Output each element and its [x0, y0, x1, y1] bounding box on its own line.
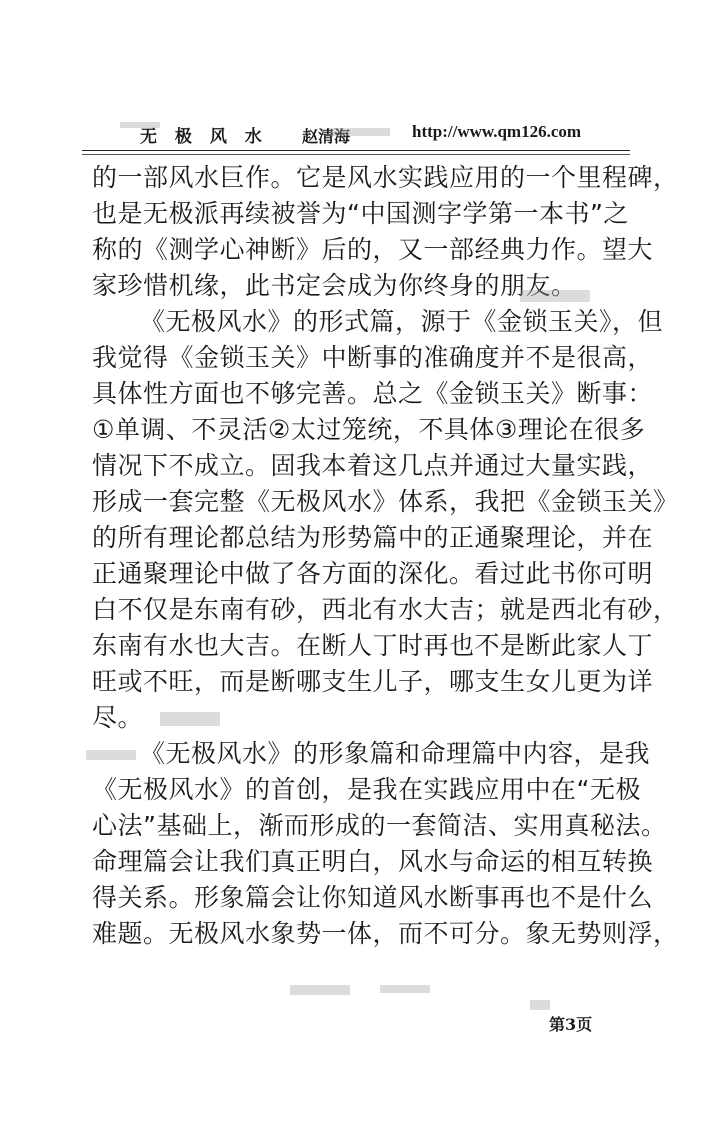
- scan-noise: [530, 1000, 550, 1010]
- text-line: 《无极风水》的首创，是我在实践应用中在“无极: [92, 775, 641, 804]
- page-number: 第3页: [549, 1015, 593, 1034]
- scan-noise: [380, 985, 430, 993]
- text-line: 难题。无极风水象势一体，而不可分。象无势则浮，: [92, 919, 679, 948]
- author-name: 赵清海: [302, 127, 351, 146]
- text-line: 命理篇会让我们真正明白，风水与命运的相互转换: [92, 847, 654, 876]
- scan-noise: [290, 985, 350, 995]
- text-line: 尽。: [92, 703, 144, 732]
- scan-noise: [330, 128, 390, 136]
- text-line: 心法”基础上，渐而形成的一套简洁、实用真秘法。: [92, 811, 667, 840]
- text-line: 旺或不旺，而是断哪支生儿子，哪支生女儿更为详: [92, 667, 654, 696]
- text-line: 我觉得《金锁玉关》中断事的准确度并不是很高，: [92, 343, 654, 372]
- scan-noise: [160, 712, 220, 726]
- scan-noise: [120, 122, 160, 128]
- text-line: 具体性方面也不够完善。总之《金锁玉关》断事：: [92, 379, 654, 408]
- paragraph-start-line: 《无极风水》的形象篇和命理篇中内容，是我: [140, 739, 651, 768]
- text-line: 东南有水也大吉。在断人丁时再也不是断此家人丁: [92, 631, 654, 660]
- scan-noise: [520, 290, 590, 302]
- text-line: 情况下不成立。固我本着这几点并通过大量实践，: [92, 451, 654, 480]
- text-line: ①单调、不灵活②太过笼统，不具体③理论在很多: [92, 415, 646, 444]
- body-text: [92, 160, 679, 952]
- text-line: 白不仅是东南有砂，西北有水大吉；就是西北有砂，: [92, 595, 679, 624]
- text-line: 家珍惜机缘，此书定会成为你终身的朋友。: [92, 271, 577, 300]
- text-line: 得关系。形象篇会让你知道风水断事再也不是什么: [92, 883, 654, 912]
- text-line: 形成一套完整《无极风水》体系，我把《金锁玉关》: [92, 487, 679, 516]
- text-line: 正通聚理论中做了各方面的深化。看过此书你可明: [92, 559, 654, 588]
- website-url: http://www.qm126.com: [412, 122, 582, 141]
- book-title: 无 极 风 水: [140, 127, 268, 147]
- text-line: 也是无极派再续被誉为“中国测字学第一本书”之: [92, 199, 629, 228]
- text-line: 称的《测学心神断》后的，又一部经典力作。望大: [92, 235, 654, 264]
- paragraph-start-line: 《无极风水》的形式篇，源于《金锁玉关》，但: [140, 307, 664, 336]
- header-rule: [82, 150, 630, 151]
- header-rule-secondary: [82, 154, 630, 155]
- text-line: 的一部风水巨作。它是风水实践应用的一个里程碑，: [92, 163, 679, 192]
- scan-noise: [86, 750, 136, 760]
- text-line: 的所有理论都总结为形势篇中的正通聚理论，并在: [92, 523, 654, 552]
